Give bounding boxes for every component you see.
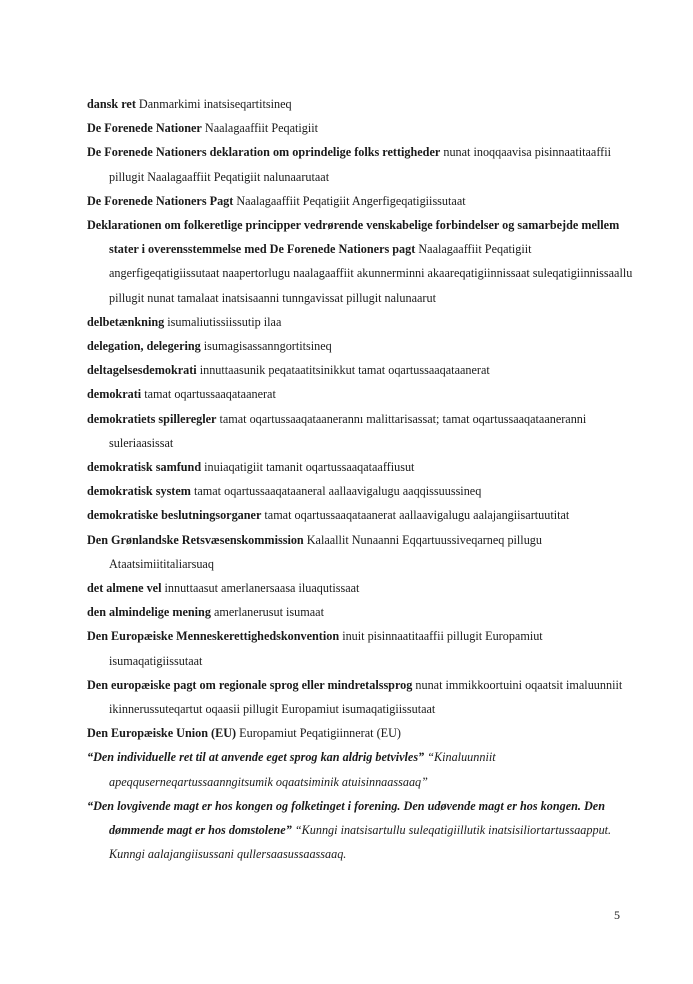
- entry-definition: inuit pisinnaatitaaffii pillugit Europamiut isumaqatigiissutaat: [109, 629, 543, 668]
- entry-term: deltagelsesdemokrati: [87, 363, 197, 378]
- entry-term: det almene vel: [87, 581, 162, 596]
- entry-definition: innuttaasut amerlanersaasa iluaqutissaat: [164, 581, 360, 596]
- glossary-entries: [87, 92, 635, 867]
- entry-definition: “Kunngi inatsisartullu suleqatigiillutik inatsisiliortartussaapput. Kunngi aalajangiisussani qullersaasussaassaaq.: [109, 823, 612, 862]
- glossary-entry: [87, 528, 635, 576]
- glossary-entry: [87, 189, 635, 213]
- entry-definition: isumagisassanngortitsineq: [203, 339, 332, 354]
- entry-term: “Den lovgivende magt er hos kongen og folketinget i forening. Den udøvende magt er hos kongen. Den dømmende magt er hos domstolene”: [87, 798, 605, 838]
- entry-definition: Kalaallit Nunaanni Eqqartuussiveqarneq pillugu Ataatsimiititaliarsuaq: [109, 532, 542, 571]
- entry-definition: tamat oqartussaaqataanerannı malittarisassat; tamat oqartussaaqataaneranni suleriaasissat: [109, 411, 587, 450]
- entry-definition: Europamiut Peqatigiinnerat (EU): [239, 726, 401, 741]
- entry-definition: amerlanerusut isumaat: [213, 605, 324, 620]
- glossary-entry: [87, 624, 635, 672]
- glossary-entry: [87, 213, 635, 310]
- glossary-entry: [87, 382, 635, 406]
- entry-definition: “Kinaluunniit apeqquserneqartussaanngitsumik oqaatsiminik atuisinnaassaaq”: [109, 750, 496, 789]
- glossary-entry: [87, 503, 635, 527]
- glossary-entry: [87, 576, 635, 600]
- glossary-entry: [87, 407, 635, 455]
- entry-term: De Forenede Nationers Pagt: [87, 193, 234, 208]
- entry-term: dansk ret: [87, 97, 136, 111]
- glossary-entry: [87, 92, 635, 116]
- entry-definition: inuiaqatigiit tamanit oqartussaaqataaffiusut: [204, 460, 415, 475]
- glossary-entry: [87, 455, 635, 479]
- page-number: 5: [614, 908, 620, 922]
- entry-definition: nunat inoqqaavisa pisinnaatitaaffii pillugit Naalagaaffiit Peqatigiit nalunaarutaat: [109, 145, 611, 184]
- glossary-entry: [87, 358, 635, 382]
- entry-term: demokratisk samfund: [87, 460, 202, 475]
- entry-term: Den Grønlandske Retsvæsenskommission: [87, 532, 304, 547]
- entry-term: Den europæiske pagt om regionale sprog eller mindretalssprog: [87, 677, 413, 692]
- glossary-entry: [87, 721, 635, 745]
- entry-term: delegation, delegering: [87, 339, 201, 354]
- entry-definition: Naalagaaffiit Peqatigiit Angerfigeqatigiissutaat: [236, 193, 466, 208]
- glossary-entry: [87, 140, 635, 188]
- glossary-entry: [87, 116, 635, 140]
- entry-definition: Naalagaaffiit Peqatigiit angerfigeqatigiissutaat naapertorlugu naalagaaffiit akunnerminni akaareqatigiinnissaat suleqatigiinnissaallu pillugit nunat tamalaat inatsisaanni tunngavissat pillugit nalunaarut: [109, 242, 633, 305]
- entry-term: Den Europæiske Menneskerettighedskonvention: [87, 629, 340, 644]
- entry-definition: Naalagaaffiit Peqatigiit: [204, 121, 319, 136]
- entry-definition: nunat immikkoortuini oqaatsit imaluunniit ikinnerussuteqartut oqaasii pillugit Europamiut isumaqatigiissutaat: [109, 677, 623, 717]
- entry-term: demokratiske beslutningsorganer: [87, 508, 262, 523]
- entry-definition: tamat oqartussaaqataanerat aallaavigalugu aalajangiisartuutitat: [264, 508, 570, 523]
- glossary-entry: [87, 334, 635, 358]
- entry-term: De Forenede Nationers deklaration om oprindelige folks rettigheder: [87, 145, 441, 160]
- glossary-entry: [87, 310, 635, 334]
- entry-term: demokrati: [87, 387, 142, 402]
- glossary-entry: [87, 794, 635, 867]
- entry-definition: innuttaasunik peqataatitsinikkut tamat oqartussaaqataanerat: [199, 363, 490, 378]
- glossary-entry: [87, 600, 635, 624]
- entry-definition: tamat oqartussaaqataanerat: [144, 387, 276, 402]
- entry-definition: isumaliutissiissutip ilaa: [167, 314, 282, 329]
- entry-term: demokratisk system: [87, 484, 191, 499]
- entry-term: delbetænkning: [87, 314, 165, 329]
- entry-term: den almindelige mening: [87, 605, 211, 620]
- entry-definition: tamat oqartussaaqataaneral aallaavigalugu aaqqissuussineq: [193, 484, 482, 499]
- entry-term: Den Europæiske Union (EU): [87, 726, 237, 741]
- glossary-entry: [87, 673, 635, 721]
- glossary-entry: [87, 479, 635, 503]
- entry-term: “Den individuelle ret til at anvende eget sprog kan aldrig betvivles”: [87, 750, 425, 765]
- entry-term: De Forenede Nationer: [87, 121, 202, 136]
- entry-term: demokratiets spilleregler: [87, 411, 217, 426]
- entry-definition: Danmarkimi inatsiseqartitsineq: [138, 97, 292, 111]
- glossary-entry: [87, 745, 635, 793]
- entry-term: Deklarationen om folkeretlige principper vedrørende venskabelige forbindelser og samarbejde mellem stater i overensstemmelse med De Forenede Nationers pagt: [87, 218, 620, 257]
